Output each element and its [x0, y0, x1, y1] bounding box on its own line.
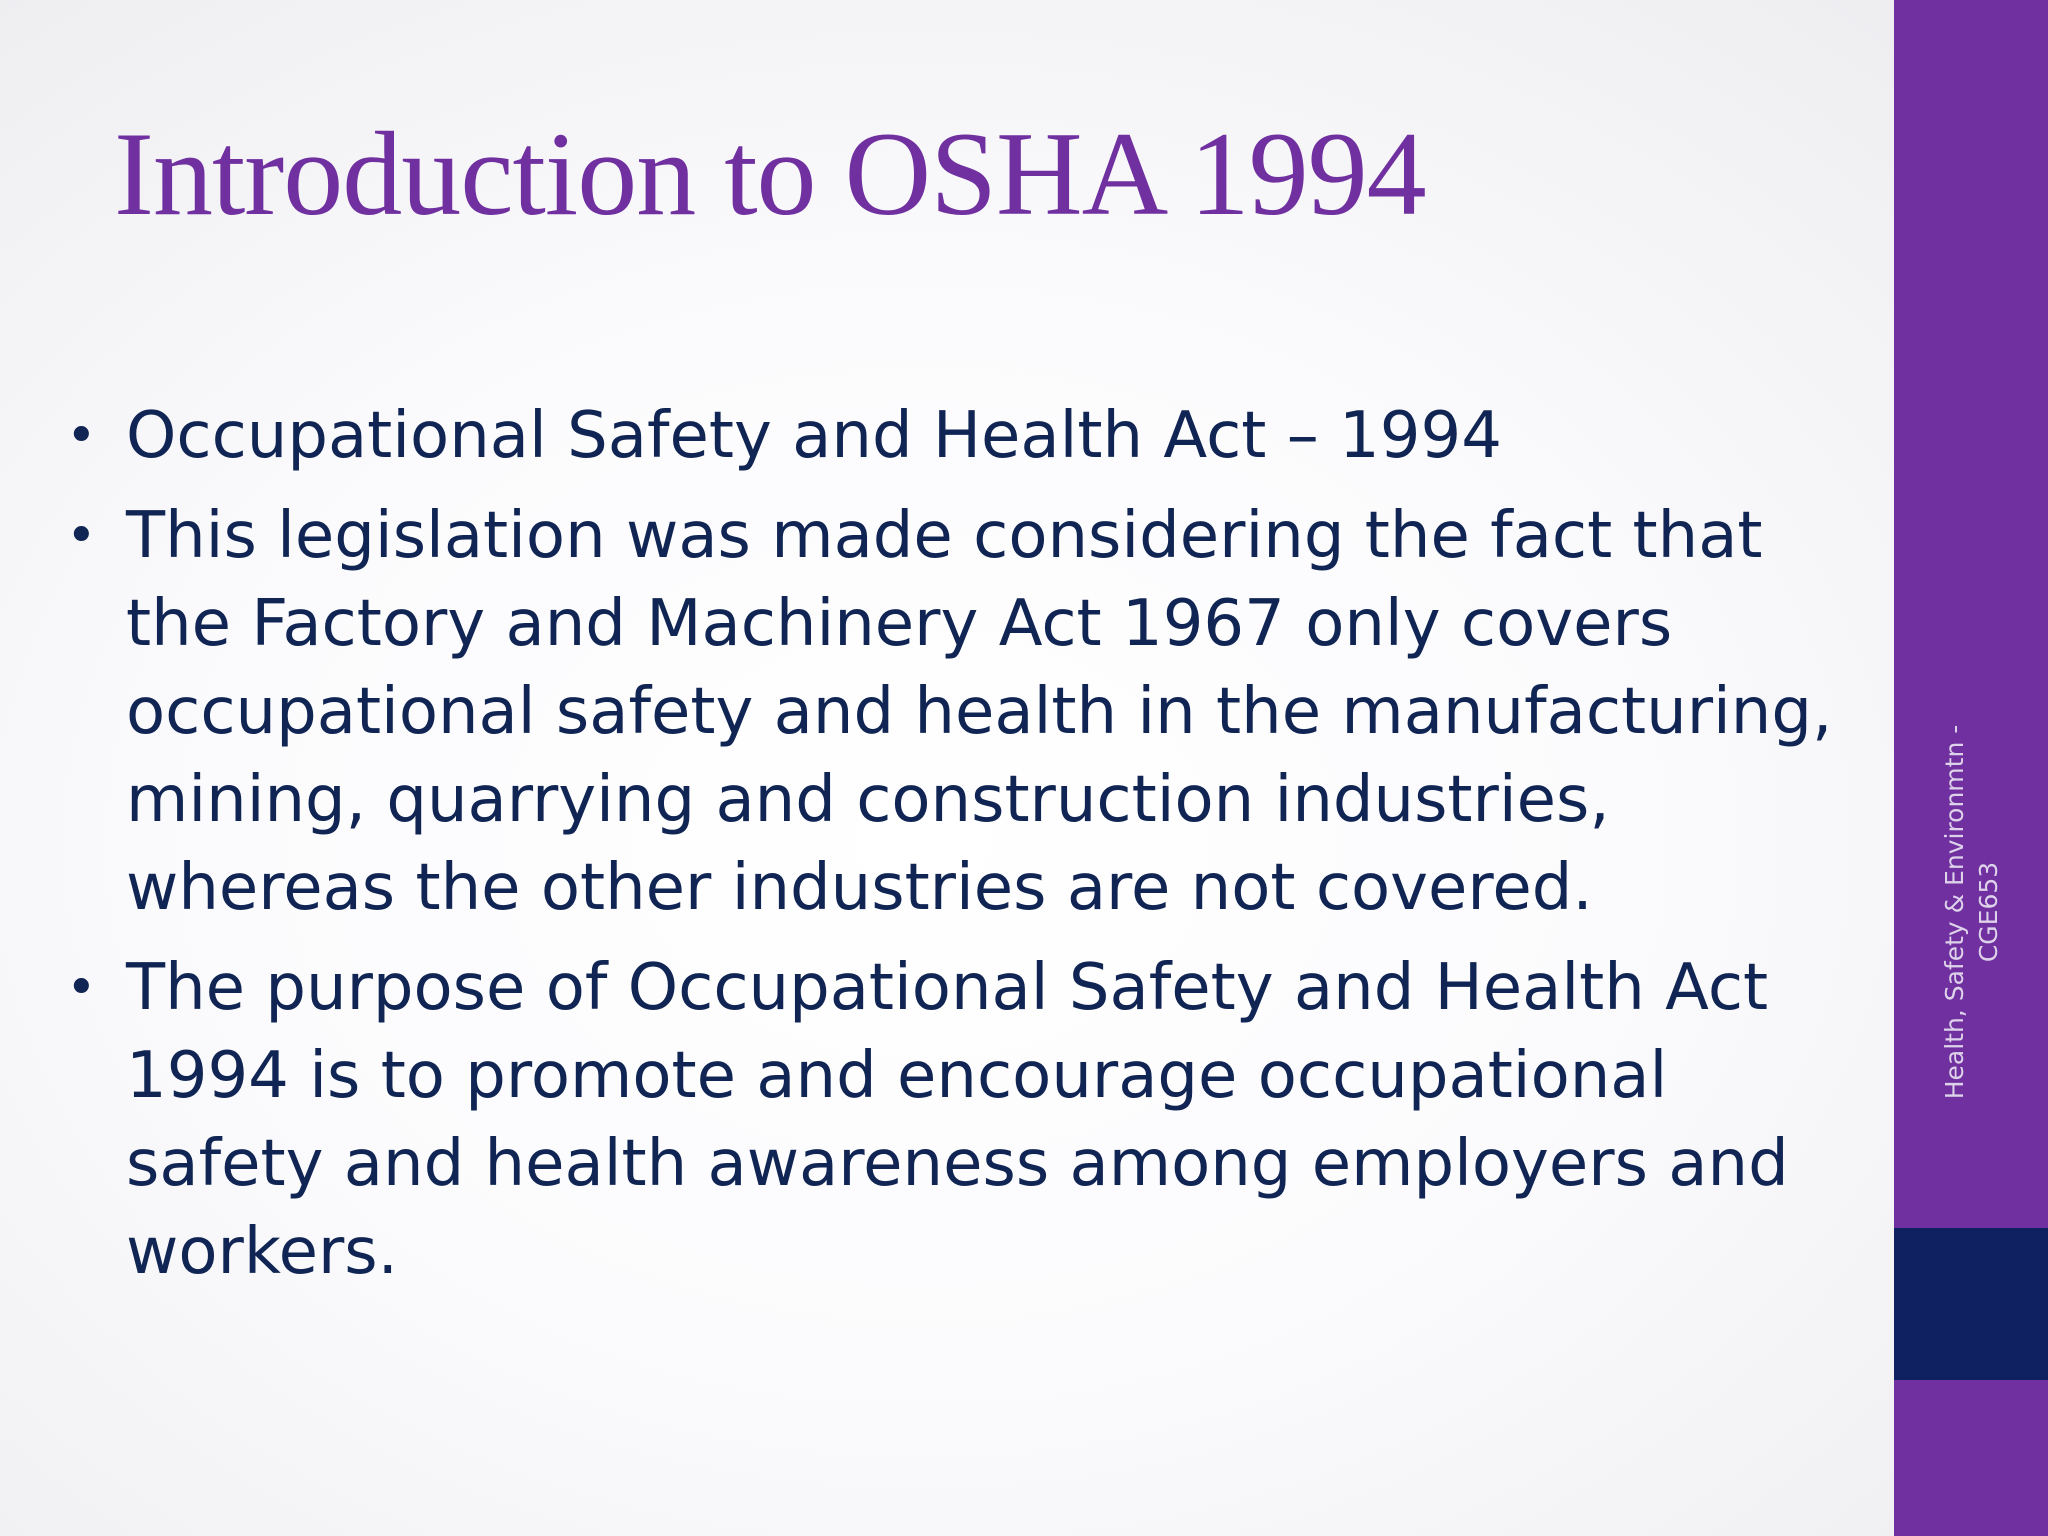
slide-title: Introduction to OSHA 1994 [114, 107, 1426, 240]
bullet-text: This legislation was made considering the fact that the Factory and Machinery Act 1967 only covers occupational safety and health in the manufacturing, mining, quarrying and construction industries, whereas the other industries are not covered. [126, 499, 1833, 925]
footer-container [1932, 692, 2012, 1132]
bullet-text: Occupational Safety and Health Act – 1994 [126, 399, 1502, 473]
bullet-text: The purpose of Occupational Safety and Health Act 1994 is to promote and encourage occupational safety and health awareness among employers and workers. [126, 951, 1789, 1289]
slide-footer: Health, Safety & Environmtn - CGE653 [1940, 724, 2003, 1100]
bullet-dot-icon: • [66, 406, 97, 466]
bullet-item [60, 392, 1880, 480]
bullet-item [60, 944, 1880, 1296]
bullet-list [60, 392, 1880, 1308]
side-accent-block [1894, 1228, 2048, 1380]
bullet-dot-icon: • [66, 958, 97, 1018]
bullet-item [60, 492, 1880, 932]
bullet-dot-icon: • [66, 506, 97, 566]
